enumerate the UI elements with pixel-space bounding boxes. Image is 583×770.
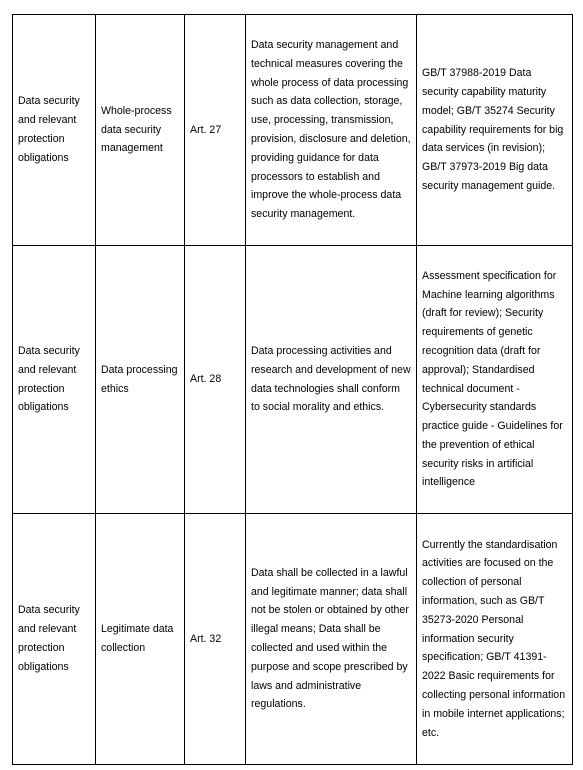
topic-cell: Data processing ethics [96, 246, 185, 514]
regulation-table [12, 14, 573, 765]
requirement-cell: Data security management and technical measures covering the whole process of data processing such as data collection, storage, use, processing, transmission, provision, disclosure and deletion, providing guidance for data processors to establish and improve the whole-process data security management. [246, 15, 417, 246]
requirement-cell: Data shall be collected in a lawful and legitimate manner; data shall not be stolen or obtained by other illegal means; Data shall be collected and used within the purpose and scope prescribed by laws and administrative regulations. [246, 514, 417, 765]
requirement-cell: Data processing activities and research and development of new data technologies shall conform to social morality and ethics. [246, 246, 417, 514]
obligation-cell: Data security and relevant protection obligations [13, 514, 96, 765]
topic-cell: Legitimate data collection [96, 514, 185, 765]
standards-cell: Currently the standardisation activities are focused on the collection of personal information, such as GB/T 35273-2020 Personal information security specification; GB/T 41391-2022 Basic requirements for collecting personal information in mobile internet applications; etc. [417, 514, 573, 765]
obligation-cell: Data security and relevant protection obligations [13, 15, 96, 246]
standards-cell: GB/T 37988-2019 Data security capability maturity model; GB/T 35274 Security capability requirements for big data services (in revision); GB/T 37973-2019 Big data security management guide. [417, 15, 573, 246]
article-cell: Art. 28 [185, 246, 246, 514]
article-cell: Art. 27 [185, 15, 246, 246]
article-cell: Art. 32 [185, 514, 246, 765]
table-row [13, 514, 573, 765]
topic-cell: Whole-process data security management [96, 15, 185, 246]
table-row [13, 246, 573, 514]
obligation-cell: Data security and relevant protection obligations [13, 246, 96, 514]
table-row [13, 15, 573, 246]
standards-cell: Assessment specification for Machine learning algorithms (draft for review); Security requirements of genetic recognition data (draft for approval); Standardised technical document - Cybersecurity standards practice guide - Guidelines for the prevention of ethical security risks in artificial intelligence [417, 246, 573, 514]
